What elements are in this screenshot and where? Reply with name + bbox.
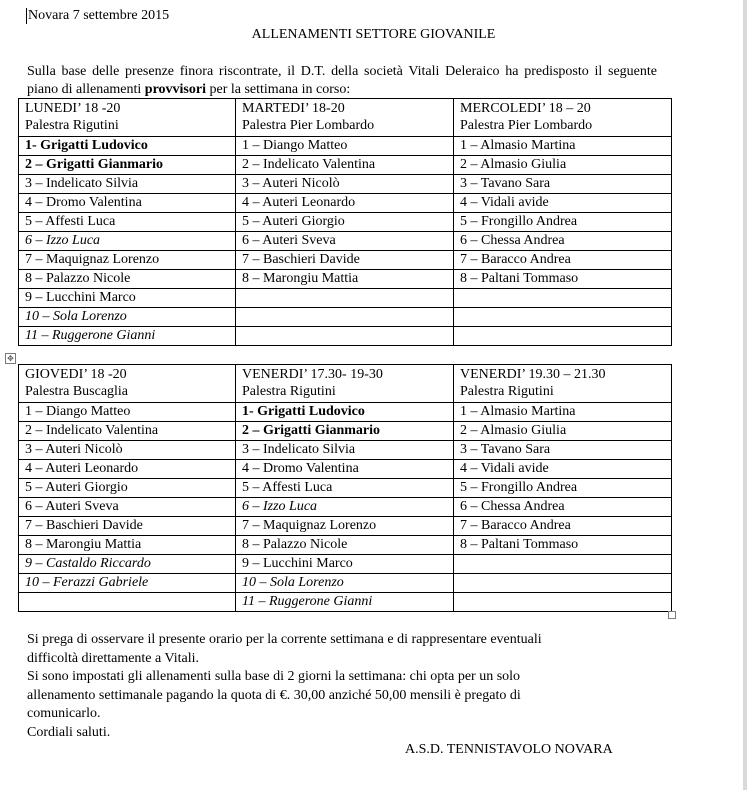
- athlete-cell[interactable]: 7 – Maquignaz Lorenzo: [236, 517, 454, 536]
- athlete-cell[interactable]: 10 – Sola Lorenzo: [236, 574, 454, 593]
- athlete-cell[interactable]: 9 – Lucchini Marco: [19, 289, 236, 308]
- athlete-cell[interactable]: [454, 593, 672, 612]
- day-time-label: MERCOLEDI’ 18 – 20: [460, 101, 591, 116]
- athlete-cell[interactable]: [236, 289, 454, 308]
- day-time-label: VENERDI’ 19.30 – 21.30: [460, 367, 606, 382]
- gym-label: Palestra Rigutini: [460, 384, 554, 399]
- athlete-cell[interactable]: 4 – Vidali avide: [454, 460, 672, 479]
- athlete-cell[interactable]: 3 – Tavano Sara: [454, 175, 672, 194]
- header-row: [19, 99, 672, 137]
- athlete-cell[interactable]: 4 – Dromo Valentina: [19, 194, 236, 213]
- intro-text-2: per la settimana in corso:: [206, 82, 351, 97]
- athlete-cell[interactable]: 6 – Izzo Luca: [236, 498, 454, 517]
- table-row: [19, 327, 672, 346]
- table-row: [19, 441, 672, 460]
- athlete-cell[interactable]: 5 – Frongillo Andrea: [454, 213, 672, 232]
- table-row: [19, 175, 672, 194]
- table-row: [19, 270, 672, 289]
- athlete-cell[interactable]: 8 – Palazzo Nicole: [19, 270, 236, 289]
- athlete-cell[interactable]: 7 – Baracco Andrea: [454, 517, 672, 536]
- header-row: [19, 365, 672, 403]
- athlete-cell[interactable]: 8 – Paltani Tommaso: [454, 536, 672, 555]
- table-row: [19, 536, 672, 555]
- day-header-cell[interactable]: [19, 365, 236, 403]
- athlete-cell[interactable]: 8 – Marongiu Mattia: [19, 536, 236, 555]
- footer-line: comunicarlo.: [27, 706, 101, 721]
- table-row: [19, 403, 672, 422]
- athlete-cell[interactable]: 2 – Almasio Giulia: [454, 156, 672, 175]
- table-row: [19, 574, 672, 593]
- table-row: [19, 213, 672, 232]
- footer-paragraph[interactable]: [27, 631, 667, 742]
- athlete-cell[interactable]: 1- Grigatti Ludovico: [236, 403, 454, 422]
- document-title[interactable]: ALLENAMENTI SETTORE GIOVANILE: [251, 27, 496, 42]
- athlete-cell[interactable]: 1 – Diango Matteo: [19, 403, 236, 422]
- athlete-cell[interactable]: 3 – Auteri Nicolò: [19, 441, 236, 460]
- table-move-icon[interactable]: ✥: [5, 353, 16, 364]
- athlete-cell[interactable]: 7 – Baracco Andrea: [454, 251, 672, 270]
- footer-line: Cordiali saluti.: [27, 724, 111, 740]
- table-row: [19, 232, 672, 251]
- athlete-cell[interactable]: 2 – Grigatti Gianmario: [236, 422, 454, 441]
- athlete-cell[interactable]: 6 – Chessa Andrea: [454, 498, 672, 517]
- day-time-label: VENERDI’ 17.30- 19-30: [242, 367, 383, 382]
- table-row: [19, 479, 672, 498]
- athlete-cell[interactable]: 6 – Izzo Luca: [19, 232, 236, 251]
- gym-label: Palestra Rigutini: [242, 384, 336, 399]
- athlete-cell[interactable]: 7 – Maquignaz Lorenzo: [19, 251, 236, 270]
- gym-label: Palestra Buscaglia: [25, 384, 129, 399]
- footer-line: Si prega di osservare il presente orario per la corrente settimana e di rappresentare eventuali: [27, 632, 542, 647]
- athlete-cell[interactable]: 5 – Auteri Giorgio: [236, 213, 454, 232]
- athlete-cell[interactable]: 3 – Indelicato Silvia: [19, 175, 236, 194]
- athlete-cell[interactable]: [454, 289, 672, 308]
- page-edge: [743, 0, 747, 790]
- athlete-cell[interactable]: 1 – Diango Matteo: [236, 137, 454, 156]
- athlete-cell[interactable]: 6 – Chessa Andrea: [454, 232, 672, 251]
- athlete-cell[interactable]: [19, 593, 236, 612]
- athlete-cell[interactable]: 10 – Sola Lorenzo: [19, 308, 236, 327]
- day-header-cell[interactable]: [454, 99, 672, 137]
- athlete-cell[interactable]: 7 – Baschieri Davide: [236, 251, 454, 270]
- table-row: [19, 555, 672, 574]
- athlete-cell[interactable]: 1 – Almasio Martina: [454, 137, 672, 156]
- athlete-cell[interactable]: 11 – Ruggerone Gianni: [19, 327, 236, 346]
- table-row: [19, 251, 672, 270]
- athlete-cell[interactable]: 8 – Paltani Tommaso: [454, 270, 672, 289]
- intro-text-1: Sulla base delle presenze finora riscontrate, il D.T. della società Vitali Deleraico ha predisposto il seguente piano di allenamenti: [27, 64, 657, 97]
- footer-line: Si sono impostati gli allenamenti sulla base di 2 giorni la settimana: chi opta per un solo: [27, 669, 521, 684]
- athlete-cell[interactable]: 10 – Ferazzi Gabriele: [19, 574, 236, 593]
- athlete-cell[interactable]: 3 – Tavano Sara: [454, 441, 672, 460]
- athlete-cell[interactable]: 5 – Affesti Luca: [19, 213, 236, 232]
- athlete-cell[interactable]: 9 – Lucchini Marco: [236, 555, 454, 574]
- intro-paragraph[interactable]: [27, 63, 657, 99]
- gym-label: Palestra Pier Lombardo: [460, 118, 593, 133]
- athlete-cell[interactable]: 6 – Auteri Sveva: [19, 498, 236, 517]
- footer-line: difficoltà direttamente a Vitali.: [27, 650, 200, 666]
- athlete-cell[interactable]: [454, 327, 672, 346]
- table-row: [19, 593, 672, 612]
- athlete-cell[interactable]: 4 – Vidali avide: [454, 194, 672, 213]
- day-header-cell[interactable]: [454, 365, 672, 403]
- intro-bold-word: provvisori: [144, 82, 206, 97]
- athlete-cell[interactable]: 2 – Almasio Giulia: [454, 422, 672, 441]
- athlete-cell[interactable]: 1- Grigatti Ludovico: [19, 137, 236, 156]
- table-row: [19, 308, 672, 327]
- athlete-cell[interactable]: 8 – Palazzo Nicole: [236, 536, 454, 555]
- athlete-cell[interactable]: 8 – Marongiu Mattia: [236, 270, 454, 289]
- athlete-cell[interactable]: 5 – Auteri Giorgio: [19, 479, 236, 498]
- day-time-label: MARTEDI’ 18-20: [242, 101, 345, 116]
- athlete-cell[interactable]: 4 – Auteri Leonardo: [19, 460, 236, 479]
- athlete-cell[interactable]: 3 – Auteri Nicolò: [236, 175, 454, 194]
- table-row: [19, 194, 672, 213]
- table-row: [19, 289, 672, 308]
- table-row: [19, 156, 672, 175]
- day-header-cell[interactable]: [236, 365, 454, 403]
- day-time-label: GIOVEDI’ 18 -20: [25, 367, 127, 382]
- athlete-cell[interactable]: [236, 308, 454, 327]
- table-row: [19, 517, 672, 536]
- gym-label: Palestra Rigutini: [25, 118, 119, 133]
- athlete-cell[interactable]: 5 – Affesti Luca: [236, 479, 454, 498]
- athlete-cell[interactable]: [454, 308, 672, 327]
- gym-label: Palestra Pier Lombardo: [242, 118, 375, 133]
- athlete-cell[interactable]: 2 – Indelicato Valentina: [19, 422, 236, 441]
- athlete-cell[interactable]: 6 – Auteri Sveva: [236, 232, 454, 251]
- schedule-table-2[interactable]: [18, 364, 672, 612]
- text-cursor: [26, 8, 27, 24]
- document-date[interactable]: Novara 7 settembre 2015: [28, 8, 170, 23]
- athlete-cell[interactable]: 2 – Indelicato Valentina: [236, 156, 454, 175]
- athlete-cell[interactable]: 4 – Dromo Valentina: [236, 460, 454, 479]
- athlete-cell[interactable]: 5 – Frongillo Andrea: [454, 479, 672, 498]
- table-resize-icon[interactable]: [668, 611, 676, 619]
- athlete-cell[interactable]: 2 – Grigatti Gianmario: [19, 156, 236, 175]
- table-row: [19, 422, 672, 441]
- day-time-label: LUNEDI’ 18 -20: [25, 101, 121, 116]
- athlete-cell[interactable]: [454, 555, 672, 574]
- athlete-cell[interactable]: [236, 327, 454, 346]
- athlete-cell[interactable]: 4 – Auteri Leonardo: [236, 194, 454, 213]
- table-row: [19, 137, 672, 156]
- athlete-cell[interactable]: 7 – Baschieri Davide: [19, 517, 236, 536]
- athlete-cell[interactable]: 1 – Almasio Martina: [454, 403, 672, 422]
- athlete-cell[interactable]: 3 – Indelicato Silvia: [236, 441, 454, 460]
- athlete-cell[interactable]: 11 – Ruggerone Gianni: [236, 593, 454, 612]
- schedule-table-1[interactable]: [18, 98, 672, 346]
- day-header-cell[interactable]: [236, 99, 454, 137]
- day-header-cell[interactable]: [19, 99, 236, 137]
- signature[interactable]: A.S.D. TENNISTAVOLO NOVARA: [405, 742, 613, 757]
- table-row: [19, 460, 672, 479]
- athlete-cell[interactable]: [454, 574, 672, 593]
- footer-line: allenamento settimanale pagando la quota di €. 30,00 anziché 50,00 mensili è pregato di: [27, 687, 521, 703]
- athlete-cell[interactable]: 9 – Castaldo Riccardo: [19, 555, 236, 574]
- table-row: [19, 498, 672, 517]
